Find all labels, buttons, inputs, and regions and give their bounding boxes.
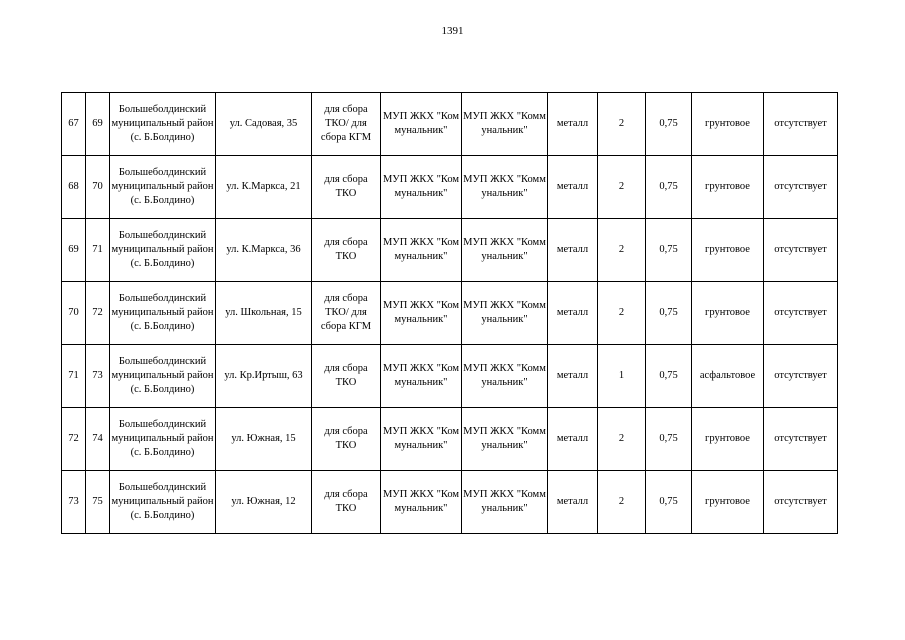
surface-cell: грунтовое xyxy=(692,471,764,534)
container-count-cell: 2 xyxy=(598,471,646,534)
site-id-cell: 73 xyxy=(86,345,110,408)
purpose-cell: для сбора ТКО/ для сбора КГМ xyxy=(312,93,381,156)
operator-cell: МУП ЖКХ "Коммунальник" xyxy=(462,345,548,408)
owner-cell: МУП ЖКХ "Коммунальник" xyxy=(381,219,462,282)
address-cell: ул. К.Маркса, 21 xyxy=(216,156,312,219)
material-cell: металл xyxy=(548,93,598,156)
site-id-cell: 74 xyxy=(86,408,110,471)
surface-cell: грунтовое xyxy=(692,408,764,471)
row-number-cell: 72 xyxy=(62,408,86,471)
fence-cell: отсутствует xyxy=(764,156,838,219)
row-number-cell: 67 xyxy=(62,93,86,156)
purpose-cell: для сбора ТКО xyxy=(312,345,381,408)
owner-cell: МУП ЖКХ "Коммунальник" xyxy=(381,471,462,534)
row-number-cell: 71 xyxy=(62,345,86,408)
address-cell: ул. К.Маркса, 36 xyxy=(216,219,312,282)
operator-cell: МУП ЖКХ "Коммунальник" xyxy=(462,219,548,282)
address-cell: ул. Южная, 15 xyxy=(216,408,312,471)
volume-cell: 0,75 xyxy=(646,345,692,408)
district-cell: Большеболдинский муниципальный район (с. Б.Болдино) xyxy=(110,93,216,156)
container-count-cell: 1 xyxy=(598,345,646,408)
purpose-cell: для сбора ТКО/ для сбора КГМ xyxy=(312,282,381,345)
owner-cell: МУП ЖКХ "Коммунальник" xyxy=(381,93,462,156)
site-id-cell: 71 xyxy=(86,219,110,282)
fence-cell: отсутствует xyxy=(764,282,838,345)
container-count-cell: 2 xyxy=(598,408,646,471)
volume-cell: 0,75 xyxy=(646,408,692,471)
operator-cell: МУП ЖКХ "Коммунальник" xyxy=(462,282,548,345)
table-row xyxy=(62,93,838,156)
district-cell: Большеболдинский муниципальный район (с. Б.Болдино) xyxy=(110,408,216,471)
row-number-cell: 70 xyxy=(62,282,86,345)
purpose-cell: для сбора ТКО xyxy=(312,471,381,534)
district-cell: Большеболдинский муниципальный район (с. Б.Болдино) xyxy=(110,471,216,534)
row-number-cell: 68 xyxy=(62,156,86,219)
surface-cell: асфальтовое xyxy=(692,345,764,408)
material-cell: металл xyxy=(548,282,598,345)
volume-cell: 0,75 xyxy=(646,282,692,345)
surface-cell: грунтовое xyxy=(692,219,764,282)
surface-cell: грунтовое xyxy=(692,282,764,345)
volume-cell: 0,75 xyxy=(646,93,692,156)
operator-cell: МУП ЖКХ "Коммунальник" xyxy=(462,408,548,471)
table-row xyxy=(62,408,838,471)
container-count-cell: 2 xyxy=(598,282,646,345)
purpose-cell: для сбора ТКО xyxy=(312,156,381,219)
container-count-cell: 2 xyxy=(598,93,646,156)
fence-cell: отсутствует xyxy=(764,93,838,156)
owner-cell: МУП ЖКХ "Коммунальник" xyxy=(381,345,462,408)
fence-cell: отсутствует xyxy=(764,471,838,534)
operator-cell: МУП ЖКХ "Коммунальник" xyxy=(462,471,548,534)
table-row xyxy=(62,219,838,282)
volume-cell: 0,75 xyxy=(646,471,692,534)
address-cell: ул. Садовая, 35 xyxy=(216,93,312,156)
volume-cell: 0,75 xyxy=(646,219,692,282)
site-id-cell: 69 xyxy=(86,93,110,156)
material-cell: металл xyxy=(548,156,598,219)
row-number-cell: 69 xyxy=(62,219,86,282)
page-number: 1391 xyxy=(441,25,464,37)
site-id-cell: 75 xyxy=(86,471,110,534)
table-row xyxy=(62,156,838,219)
table-row xyxy=(62,345,838,408)
row-number-cell: 73 xyxy=(62,471,86,534)
district-cell: Большеболдинский муниципальный район (с. Б.Болдино) xyxy=(110,282,216,345)
owner-cell: МУП ЖКХ "Коммунальник" xyxy=(381,156,462,219)
surface-cell: грунтовое xyxy=(692,93,764,156)
table-row xyxy=(62,471,838,534)
address-cell: ул. Школьная, 15 xyxy=(216,282,312,345)
container-count-cell: 2 xyxy=(598,156,646,219)
fence-cell: отсутствует xyxy=(764,219,838,282)
registry-table xyxy=(61,92,838,534)
material-cell: металл xyxy=(548,345,598,408)
fence-cell: отсутствует xyxy=(764,408,838,471)
table-body xyxy=(62,93,838,534)
material-cell: металл xyxy=(548,471,598,534)
address-cell: ул. Кр.Иртыш, 63 xyxy=(216,345,312,408)
fence-cell: отсутствует xyxy=(764,345,838,408)
site-id-cell: 72 xyxy=(86,282,110,345)
table-row xyxy=(62,282,838,345)
operator-cell: МУП ЖКХ "Коммунальник" xyxy=(462,93,548,156)
purpose-cell: для сбора ТКО xyxy=(312,408,381,471)
owner-cell: МУП ЖКХ "Коммунальник" xyxy=(381,282,462,345)
operator-cell: МУП ЖКХ "Коммунальник" xyxy=(462,156,548,219)
purpose-cell: для сбора ТКО xyxy=(312,219,381,282)
surface-cell: грунтовое xyxy=(692,156,764,219)
container-count-cell: 2 xyxy=(598,219,646,282)
district-cell: Большеболдинский муниципальный район (с. Б.Болдино) xyxy=(110,156,216,219)
site-id-cell: 70 xyxy=(86,156,110,219)
material-cell: металл xyxy=(548,408,598,471)
volume-cell: 0,75 xyxy=(646,156,692,219)
material-cell: металл xyxy=(548,219,598,282)
district-cell: Большеболдинский муниципальный район (с. Б.Болдино) xyxy=(110,219,216,282)
address-cell: ул. Южная, 12 xyxy=(216,471,312,534)
owner-cell: МУП ЖКХ "Коммунальник" xyxy=(381,408,462,471)
district-cell: Большеболдинский муниципальный район (с. Б.Болдино) xyxy=(110,345,216,408)
